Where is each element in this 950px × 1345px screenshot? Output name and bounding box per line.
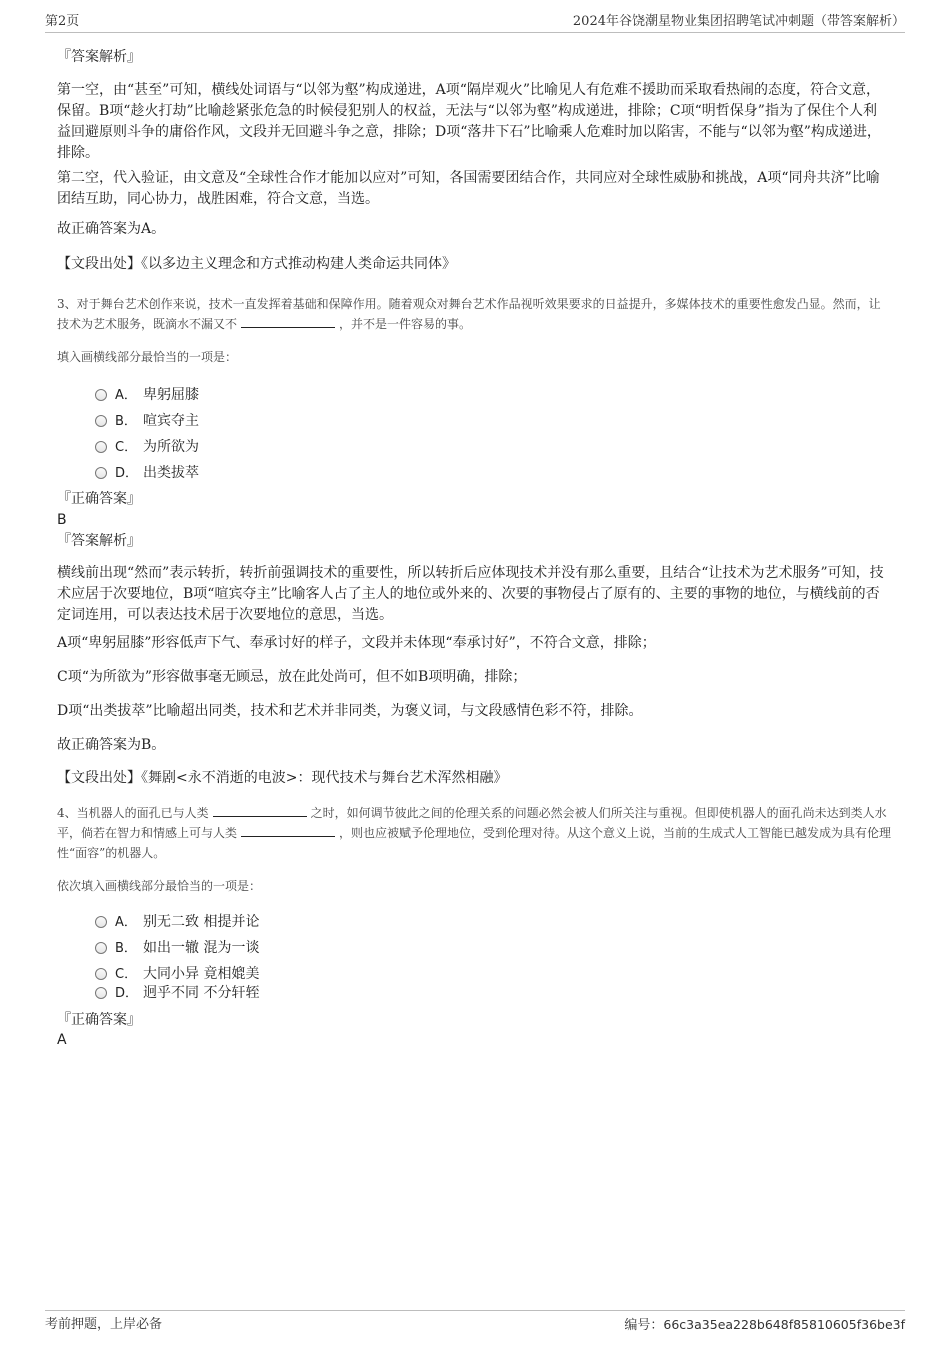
radio-button[interactable]	[95, 916, 107, 928]
q3-source: 【文段出处】《舞剧<永不消逝的电波>：现代技术与舞台艺术浑然相融》	[57, 770, 508, 786]
q2-explain-para1: 第一空，由“甚至”可知，横线处词语与“以邻为壑”构成递进，A项“隔岸观火”比喻见人有危难不援助而采取看热闹的态度，符合文意，保留。B项“趁火打劫”比喻趁紧张危急的时候侵犯别人的权益，无法与“以邻为壑”构成递进，排除；C项“明哲保身”指为了保住个人利益回避原则斗争的庸俗作风，文段并无回避斗争之意，排除；D项“落井下石”比喻乘人危难时加以陷害，不能与“以邻为壑”构成递进，排除。	[57, 82, 881, 161]
page-number: 第2页	[45, 14, 80, 29]
q3-answer: B	[57, 512, 67, 528]
document-code	[624, 1315, 905, 1336]
q3-option-d[interactable]: D． 出类拔萃	[95, 463, 199, 484]
q4-prompt: 依次填入画横线部分最恰当的一项是：	[57, 879, 262, 893]
q2-source: 【文段出处】《以多边主义理念和方式推动构建人类命运共同体》	[57, 256, 456, 272]
q3-answer-title: 『正确答案』	[57, 491, 141, 507]
radio-button[interactable]	[95, 415, 107, 427]
q3-stem: 3、对于舞台艺术创作来说，技术一直发挥着基础和保障作用。随着观众对舞台艺术作品视听效果要求的日益提升，多媒体技术的重要性愈发凸显。然而，让技术为艺术服务，既滴水不漏又不 ，并不是一件容易的事。	[57, 297, 881, 331]
radio-button[interactable]	[95, 942, 107, 954]
code-label: 编号：	[624, 1318, 664, 1333]
q3-explain-para4: D项“出类拔萃”比喻超出同类，技术和艺术并非同类，为褒义词，与文段感情色彩不符，排除。	[57, 703, 643, 719]
q4-option-b[interactable]: B． 如出一辙 混为一谈	[95, 938, 259, 959]
q2-conclusion: 故正确答案为A。	[57, 221, 166, 237]
q3-option-a[interactable]: A． 卑躬屈膝	[95, 385, 199, 406]
q4-blank-2	[241, 824, 335, 837]
radio-button[interactable]	[95, 467, 107, 479]
q3-explain-title: 『答案解析』	[57, 533, 141, 549]
q4-option-d[interactable]: D． 迥乎不同 不分轩轾	[95, 983, 259, 1004]
q3-explain-para2: A项“卑躬屈膝”形容低声下气、奉承讨好的样子，文段并未体现“奉承讨好”，不符合文意，排除；	[57, 635, 656, 651]
q3-explain-para1: 横线前出现“然而”表示转折，转折前强调技术的重要性，所以转折后应体现技术并没有那么重要，且结合“让技术为艺术服务”可知，技术应居于次要地位，B项“喧宾夺主”比喻客人占了主人的地位或外来的、次要的事物侵占了原有的、主要的事物的地位，与横线前的否定词连用，可以表达技术居于次要地位的意思，当选。	[57, 565, 884, 623]
page-footer	[45, 1310, 905, 1333]
q3-option-b[interactable]: B． 喧宾夺主	[95, 411, 199, 432]
footer-slogan: 考前押题，上岸必备	[45, 1317, 163, 1332]
q4-option-c[interactable]: C． 大同小异 竟相媲美	[95, 964, 259, 985]
q4-answer: A	[57, 1032, 67, 1048]
q4-blank-1	[213, 804, 307, 817]
radio-button[interactable]	[95, 968, 107, 980]
q3-blank	[241, 315, 335, 328]
q4-stem: 4、当机器人的面孔已与人类 之时，如何调节彼此之间的伦理关系的问题必然会被人们所关注与重视。但即使机器人的面孔尚未达到类人水平，倘若在智力和情感上可与人类 ，则也应被赋予伦理地位，受到伦理对待。从这个意义上说，当前的生成式人工智能已越发成为具有伦理性“面容”的机器人。	[57, 806, 892, 860]
q4-answer-title: 『正确答案』	[57, 1012, 141, 1028]
page-header	[45, 10, 905, 33]
code-value: 66c3a35ea228b648f85810605f36be3f	[663, 1317, 905, 1332]
q3-explain-para3: C项“为所欲为”形容做事毫无顾忌，放在此处尚可，但不如B项明确，排除；	[57, 669, 527, 685]
radio-button[interactable]	[95, 441, 107, 453]
q3-prompt: 填入画横线部分最恰当的一项是：	[57, 350, 238, 364]
q3-conclusion: 故正确答案为B。	[57, 737, 166, 753]
q3-option-c[interactable]: C． 为所欲为	[95, 437, 199, 458]
radio-button[interactable]	[95, 987, 107, 999]
q4-option-a[interactable]: A． 别无二致 相提并论	[95, 912, 259, 933]
radio-button[interactable]	[95, 389, 107, 401]
document-title: 2024年谷饶潮星物业集团招聘笔试冲刺题（带答案解析）	[572, 14, 905, 29]
q2-explain-para2: 第二空，代入验证，由文意及“全球性合作才能加以应对”可知，各国需要团结合作，共同应对全球性威胁和挑战，A项“同舟共济”比喻团结互助，同心协力，战胜困难，符合文意，当选。	[57, 170, 880, 207]
q2-explain-title: 『答案解析』	[57, 49, 141, 65]
